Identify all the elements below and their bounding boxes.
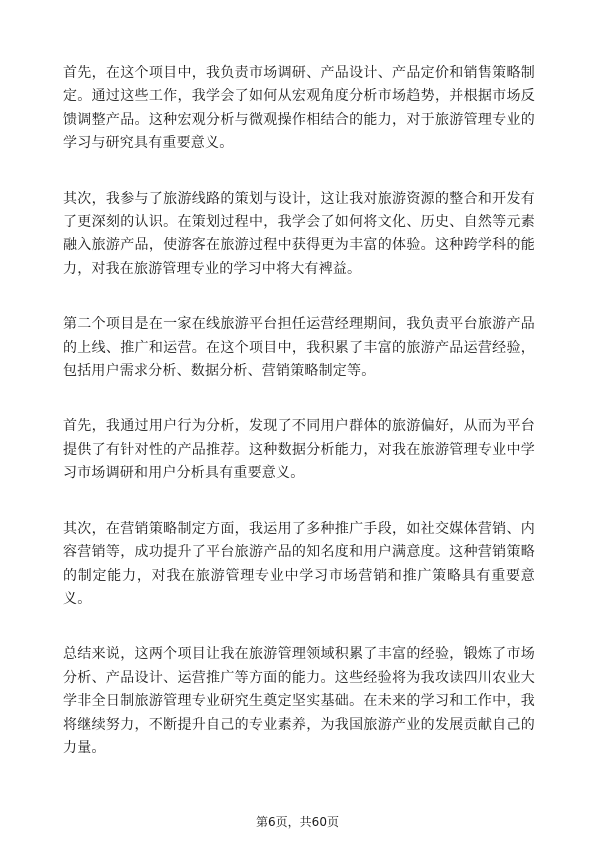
page-number-footer: 第6页，共60页 (256, 815, 339, 829)
paragraph-3: 第二个项目是在一家在线旅游平台担任运营经理期间，我负责平台旅游产品的上线、推广和运营。在这个项目中，我积累了丰富的旅游产品运营经验，包括用户需求分析、数据分析、营销策略制定等。 (63, 316, 535, 380)
paragraph-4: 首先，我通过用户行为分析，发现了不同用户群体的旅游偏好，从而为平台提供了有针对性的产品推荐。这种数据分析能力，对我在旅游管理专业中学习市场调研和用户分析具有重要意义。 (63, 418, 535, 482)
paragraph-5: 其次，在营销策略制定方面，我运用了多种推广手段，如社交媒体营销、内容营销等，成功提升了平台旅游产品的知名度和用户满意度。这种营销策略的制定能力，对我在旅游管理专业中学习市场营销和推广策略具有重要意义。 (63, 520, 535, 607)
paragraph-6: 总结来说，这两个项目让我在旅游管理领域积累了丰富的经验，锻炼了市场分析、产品设计、运营推广等方面的能力。这些经验将为我攻读四川农业大学非全日制旅游管理专业研究生奠定坚实基础。在未来的学习和工作中，我将继续努力，不断提升自己的专业素养，为我国旅游产业的发展贡献自己的力量。 (63, 646, 535, 756)
paragraph-2: 其次，我参与了旅游线路的策划与设计，这让我对旅游资源的整合和开发有了更深刻的认识。在策划过程中，我学会了如何将文化、历史、自然等元素融入旅游产品，使游客在旅游过程中获得更为丰富的体验。这种跨学科的能力，对我在旅游管理专业的学习中将大有裨益。 (63, 190, 535, 277)
paragraph-1: 首先，在这个项目中，我负责市场调研、产品设计、产品定价和销售策略制定。通过这些工作，我学会了如何从宏观角度分析市场趋势，并根据市场反馈调整产品。这种宏观分析与微观操作相结合的能力，对于旅游管理专业的学习与研究具有重要意义。 (63, 65, 535, 152)
document-body (63, 62, 535, 792)
